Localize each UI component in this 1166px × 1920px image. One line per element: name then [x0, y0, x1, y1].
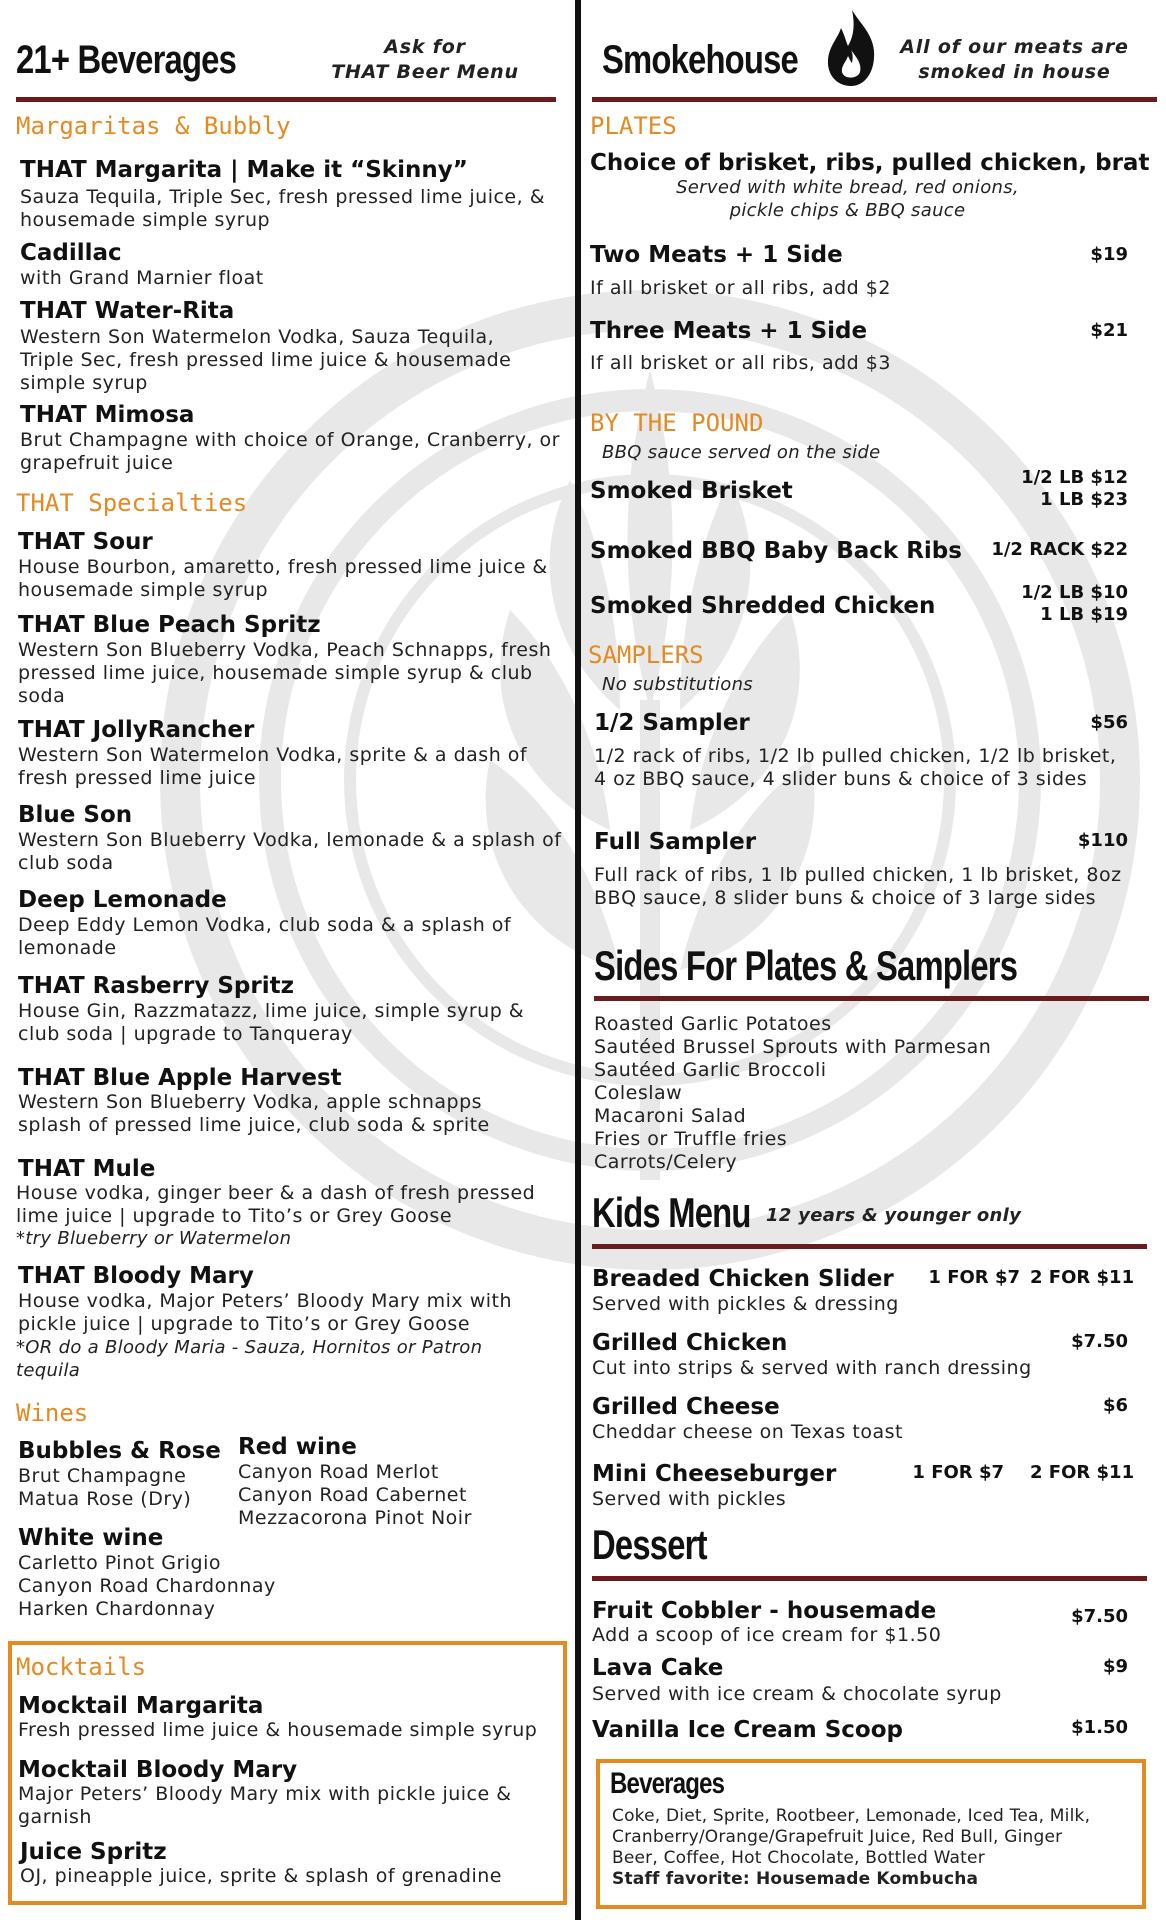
item-desc: Western Son Blueberry Vodka, Peach Schnapps, fresh pressed lime juice, housemade simple syrup & club soda [18, 639, 552, 707]
item-desc: House Gin, Razzmatazz, lime juice, simple syrup & club soda | upgrade to Tanqueray [18, 1000, 525, 1045]
item-price: $7.50 [1071, 1331, 1128, 1352]
beverages-title: 21+ Beverages [16, 38, 237, 82]
item-name: Juice Spritz [20, 1839, 167, 1865]
item-name: Blue Son [18, 802, 133, 828]
item-desc: Major Peters’ Bloody Mary mix with pickle juice & garnish [18, 1783, 512, 1828]
samplers-heading: SAMPLERS [588, 641, 704, 669]
margaritas-heading: Margaritas & Bubbly [16, 112, 291, 140]
item-price: $56 [1090, 712, 1128, 733]
side-item: Roasted Garlic Potatoes [594, 1013, 832, 1035]
served-line: Served with white bread, red onions, [676, 177, 1019, 198]
item-name: Vanilla Ice Cream Scoop [592, 1717, 903, 1743]
note-line: All of our meats are [900, 36, 1129, 58]
item-desc: Add a scoop of ice cream for $1.50 [592, 1624, 942, 1646]
pound-sub: BBQ sauce served on the side [602, 442, 881, 463]
beverages-line: Coke, Diet, Sprite, Rootbeer, Lemonade, Iced Tea, Milk, [612, 1806, 1091, 1826]
item-price: $19 [1090, 244, 1128, 265]
section-rule [592, 1576, 1147, 1581]
item-desc: Full rack of ribs, 1 lb pulled chicken, 1 lb brisket, 8oz BBQ sauce, 8 slider buns & choice of 3 large sides [594, 864, 1122, 909]
item-name: THAT Rasberry Spritz [18, 973, 294, 999]
mocktails-heading: Mocktails [16, 1653, 147, 1681]
item-name: THAT Mule [18, 1156, 156, 1182]
note-line: smoked in house [918, 61, 1111, 83]
item-name: THAT Margarita | Make it “Skinny” [20, 157, 468, 183]
item-desc: Western Son Watermelon Vodka, Sauza Tequila, Triple Sec, fresh pressed lime juice & housemade simple syrup [20, 326, 512, 394]
item-desc: Sauza Tequila, Triple Sec, fresh pressed lime juice, & housemade simple syrup [20, 186, 546, 231]
item-desc: Western Son Blueberry Vodka, lemonade & a splash of club soda [18, 829, 562, 874]
item-price: 1/2 RACK $22 [991, 539, 1128, 560]
item-name: Grilled Chicken [592, 1330, 788, 1356]
side-item: Sautéed Garlic Broccoli [594, 1059, 827, 1081]
item-name: THAT Blue Peach Spritz [18, 612, 321, 638]
item-name: Three Meats + 1 Side [590, 318, 868, 344]
item-desc: Fresh pressed lime juice & housemade simple syrup [18, 1719, 538, 1741]
section-rule [16, 97, 556, 102]
item-name: Fruit Cobbler - housemade [592, 1598, 937, 1624]
item-price: $21 [1090, 320, 1128, 341]
item-price: 1 FOR $7 [928, 1267, 1020, 1288]
item-name: Smoked Shredded Chicken [590, 593, 936, 619]
note-line: THAT Beer Menu [331, 61, 519, 83]
item-name: Smoked Brisket [590, 478, 793, 504]
smoked-note [897, 35, 1132, 85]
wine-list [18, 1465, 218, 1511]
side-item: Fries or Truffle fries [594, 1128, 788, 1150]
price-line: 1/2 LB $12 [1021, 467, 1128, 488]
wine-item: Matua Rose (Dry) [18, 1488, 192, 1510]
plates-choice: Choice of brisket, ribs, pulled chicken, brat [590, 150, 1150, 176]
item-price: $6 [1102, 1395, 1128, 1416]
price-line: 1/2 LB $10 [1021, 582, 1128, 603]
item-desc: OJ, pineapple juice, sprite & splash of grenadine [20, 1865, 502, 1887]
section-rule [594, 996, 1149, 1001]
item-name: Mocktail Bloody Mary [18, 1757, 298, 1783]
smokehouse-title: Smokehouse [602, 38, 798, 82]
item-name: Full Sampler [594, 829, 757, 855]
wine-list [238, 1461, 538, 1530]
item-desc: If all brisket or all ribs, add $2 [590, 277, 891, 299]
item-desc: Served with pickles [592, 1488, 787, 1510]
item-note: *OR do a Bloody Maria - Sauza, Hornitos or Patron tequila [16, 1337, 483, 1381]
price-line: 1 LB $19 [1040, 604, 1128, 625]
section-rule [592, 1244, 1147, 1249]
note-line: Ask for [384, 36, 466, 58]
side-item: Macaroni Salad [594, 1105, 747, 1127]
item-name: Deep Lemonade [18, 887, 227, 913]
item-desc: Served with ice cream & chocolate syrup [592, 1683, 1002, 1705]
wine-category: White wine [18, 1525, 164, 1551]
sides-heading: Sides For Plates & Samplers [594, 942, 1018, 989]
by-the-pound-heading: BY THE POUND [590, 409, 764, 437]
item-desc: Cut into strips & served with ranch dressing [592, 1357, 1032, 1379]
item-name: THAT Water-Rita [20, 298, 235, 324]
plates-served [590, 176, 1105, 222]
wine-item: Canyon Road Chardonnay [18, 1575, 276, 1597]
wine-item: Carletto Pinot Grigio [18, 1552, 222, 1574]
item-price: $110 [1077, 830, 1128, 851]
kids-beverages-heading: Beverages [610, 1767, 725, 1800]
item-name: THAT Bloody Mary [18, 1263, 254, 1289]
item-desc: If all brisket or all ribs, add $3 [590, 352, 891, 374]
wine-item: Canyon Road Cabernet [238, 1484, 467, 1506]
side-item: Carrots/Celery [594, 1151, 738, 1173]
price-line: 1 LB $23 [1040, 489, 1128, 510]
item-price [960, 582, 1128, 626]
flame-icon [824, 8, 878, 88]
item-desc: 1/2 rack of ribs, 1/2 lb pulled chicken, 1/2 lb brisket, 4 oz BBQ sauce, 4 slider buns & choice of 3 sides [594, 745, 1117, 790]
item-name: 1/2 Sampler [594, 710, 750, 736]
wine-list [18, 1552, 318, 1621]
item-desc: Cheddar cheese on Texas toast [592, 1421, 903, 1443]
side-item: Coleslaw [594, 1082, 683, 1104]
served-line: pickle chips & BBQ sauce [729, 200, 966, 221]
item-name: THAT JollyRancher [18, 717, 255, 743]
item-name: Mini Cheeseburger [592, 1461, 837, 1487]
item-price: 2 FOR $11 [1030, 1267, 1135, 1288]
beverages-list [612, 1806, 1090, 1890]
item-desc: House vodka, ginger beer & a dash of fresh pressed lime juice | upgrade to Tito’s or Grey Goose [16, 1182, 536, 1227]
kids-sub: 12 years & younger only [766, 1205, 1022, 1226]
item-desc: Western Son Watermelon Vodka, sprite & a dash of fresh pressed lime juice [18, 744, 528, 789]
item-name: Breaded Chicken Slider [592, 1266, 894, 1292]
item-name: Two Meats + 1 Side [590, 242, 843, 268]
wine-item: Mezzacorona Pinot Noir [238, 1507, 472, 1529]
item-desc: with Grand Marnier float [20, 267, 264, 289]
item-desc: House Bourbon, amaretto, fresh pressed lime juice & housemade simple syrup [18, 556, 548, 601]
samplers-sub: No substitutions [602, 674, 753, 695]
side-item: Sautéed Brussel Sprouts with Parmesan [594, 1036, 992, 1058]
column-divider [575, 0, 581, 1920]
item-name: Grilled Cheese [592, 1394, 780, 1420]
item-name: Lava Cake [592, 1655, 724, 1681]
sides-list [594, 1013, 1134, 1174]
item-name: Mocktail Margarita [18, 1693, 264, 1719]
item-name: THAT Mimosa [20, 402, 195, 428]
wine-category: Red wine [238, 1434, 357, 1460]
wine-category: Bubbles & Rose [18, 1438, 221, 1464]
section-rule [592, 97, 1157, 102]
item-desc: Deep Eddy Lemon Vodka, club soda & a splash of lemonade [18, 914, 512, 959]
item-price: 1 FOR $7 [912, 1462, 1004, 1483]
kids-menu-heading: Kids Menu [592, 1189, 751, 1236]
beverages-line: Beer, Coffee, Hot Chocolate, Bottled Water [612, 1848, 985, 1868]
item-name: Smoked BBQ Baby Back Ribs [590, 538, 962, 564]
beer-menu-note [330, 35, 520, 85]
item-name: THAT Blue Apple Harvest [18, 1065, 342, 1091]
wine-item: Harken Chardonnay [18, 1598, 216, 1620]
staff-favorite: Staff favorite: Housemade Kombucha [612, 1869, 979, 1889]
item-desc: Brut Champagne with choice of Orange, Cranberry, or grapefruit juice [20, 429, 560, 474]
item-price: $7.50 [1071, 1606, 1128, 1627]
specialties-heading: THAT Specialties [16, 489, 248, 517]
item-desc: House vodka, Major Peters’ Bloody Mary mix with pickle juice | upgrade to Tito’s or Grey Goose [18, 1290, 513, 1335]
item-price: $9 [1102, 1656, 1128, 1677]
wine-item: Canyon Road Merlot [238, 1461, 439, 1483]
item-price: 2 FOR $11 [1030, 1462, 1135, 1483]
item-note: *try Blueberry or Watermelon [16, 1228, 292, 1249]
plates-heading: PLATES [590, 112, 677, 140]
item-price: $1.50 [1071, 1717, 1128, 1738]
beverages-line: Cranberry/Orange/Grapefruit Juice, Red Bull, Ginger [612, 1827, 1063, 1847]
item-desc: Western Son Blueberry Vodka, apple schnapps splash of pressed lime juice, club soda & sprite [18, 1091, 490, 1136]
item-name: Cadillac [20, 240, 122, 266]
wine-item: Brut Champagne [18, 1465, 187, 1487]
wines-heading: Wines [16, 1399, 89, 1427]
item-name: THAT Sour [18, 529, 153, 555]
item-desc: Served with pickles & dressing [592, 1293, 899, 1315]
dessert-heading: Dessert [592, 1521, 707, 1568]
item-price [960, 467, 1128, 511]
